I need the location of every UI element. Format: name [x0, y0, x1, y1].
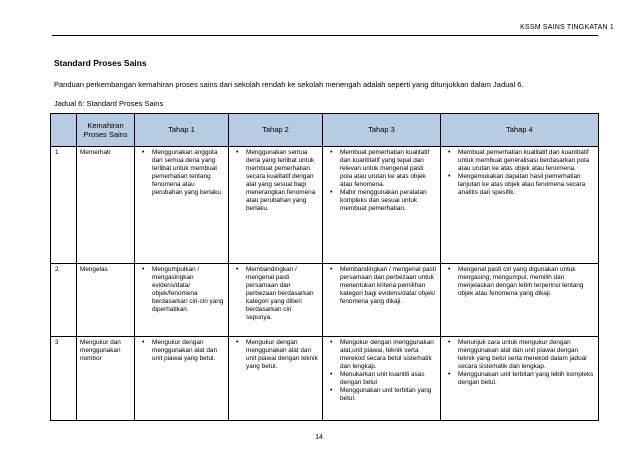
row-number: 3	[51, 337, 77, 421]
process-skills-table	[50, 113, 599, 421]
tahap-4-cell	[441, 337, 599, 421]
list-item: • Mengukur dengan menggunakan alat dan unit piawai yang betul.	[138, 339, 225, 363]
tahap-2-cell	[229, 264, 323, 337]
list-item: • Membandingkan / mengenal pasti persamaan dan perbezaan untuk menentukan kriteria pemilihan kategori bagi evidens/data/ objek/ fenomena yang dikaji.	[326, 266, 437, 306]
list-item: • Menukarkan unit kuantiti asas dengan betul	[326, 371, 437, 387]
table-row	[51, 147, 599, 264]
tahap-1-cell	[135, 147, 229, 264]
tahap-1-cell	[135, 337, 229, 421]
skill-name: Mengelas	[77, 264, 135, 337]
list-item: • Mengukur dengan menggunakan alat,unit piawai, teknik serta merekod secara betul sistematik dan lengkap.	[326, 339, 437, 371]
table-header-row	[51, 114, 599, 147]
row-number: 2	[51, 264, 77, 337]
tahap-3-cell	[323, 337, 441, 421]
tahap-2-cell	[229, 337, 323, 421]
section-title: Standard Proses Sains	[54, 58, 147, 68]
page-number: 14	[315, 434, 323, 441]
tahap-3-cell	[323, 147, 441, 264]
list-item: • Mahir menggunakan peralatan kompleks dan sesuai untuk membuat pemerhatian.	[326, 189, 437, 213]
list-item: • Membandingkan / mengenal pasti persamaan dan perbezaan berdasarkan kategori yang diberi berdasarkan ciri sepunya.	[232, 266, 319, 322]
tahap-4-cell	[441, 264, 599, 337]
header-cell-tahap-4: Tahap 4	[441, 114, 599, 147]
table-caption: Jadual 6: Standard Proses Sains	[54, 99, 164, 108]
list-item: • Mengukur dengan menggunakan alat dan unit piawai dengan teknik yang betul.	[232, 339, 319, 371]
tahap-2-cell	[229, 147, 323, 264]
intro-paragraph: Panduan perkembangan kemahiran proses sains dari sekolah rendah ke sekolah menengah adalah seperti yang ditunjukkan dalam Jadual 6.	[54, 80, 524, 89]
table-row	[51, 264, 599, 337]
table-row	[51, 337, 599, 421]
page-header: KSSM SAINS TINGKATAN 1	[520, 24, 614, 31]
list-item: • Menunjuk cara untuk mengukur dengan menggunakan alat dan unit piawai dengan teknik yang betul serta merekod dalam jadual secara sistematik dan lengkap.	[444, 339, 595, 371]
list-item: • Menggunakan unit terbitan yang lebih kompleks dengan betul.	[444, 371, 595, 387]
list-item: • Menggunakan semua deria yang terlibat untuk membuat pemerhatian secara kualitatif dengan alat yang sesuai bagi menerangkan fenomena atau perubahan yang berlaku.	[232, 149, 319, 213]
skill-name: Mengukur dan menggunakan nombor	[77, 337, 135, 421]
list-item: • Membuat pemerhatian kualitatif dan kuantitatif yang tepat dan relevan untuk mengenal pasti pola atau urutan ke atas objek atau fenomena.	[326, 149, 437, 189]
header-cell-tahap-2: Tahap 2	[229, 114, 323, 147]
list-item: • Mengemukakan dapatan hasil pemerhatian lanjutan ke atas objek atau fenomena secara analitis dan spesifik.	[444, 173, 595, 197]
list-item: • Mengenal pasti ciri yang digunakan untuk mengasing, mengumpul, memilih dan menjelaskan dengan lebih terperinci tentang objek atau fenomena yang dikaji.	[444, 266, 595, 298]
header-rule	[52, 35, 598, 36]
tahap-4-cell	[441, 147, 599, 264]
header-cell-tahap-3: Tahap 3	[323, 114, 441, 147]
tahap-3-cell	[323, 264, 441, 337]
header-cell-tahap-1: Tahap 1	[135, 114, 229, 147]
row-number: 1	[51, 147, 77, 264]
tahap-1-cell	[135, 264, 229, 337]
list-item: • Mengumpulkan / mengasingkan evidens/data/ objek/fenomena berdasarkan ciri-ciri yang diperhatikan.	[138, 266, 225, 314]
header-cell-skill: Kemahiran Proses Sains	[77, 114, 135, 147]
header-cell-no	[51, 114, 77, 147]
list-item: • Menggunakan anggota dan semua deria yang terlibat untuk membuat pemerhatian tentang fenomena atau perubahan yang berlaku.	[138, 149, 225, 197]
list-item: • Menggunakan unit terbitan yang betul.	[326, 387, 437, 403]
list-item: • Membuat pemerhatian kualitatif dan kuantitatif untuk membuat generalisasi berdasarkan pola atau urutan ke atas objek atau fenomena.	[444, 149, 595, 173]
skill-name: Memerhati	[77, 147, 135, 264]
